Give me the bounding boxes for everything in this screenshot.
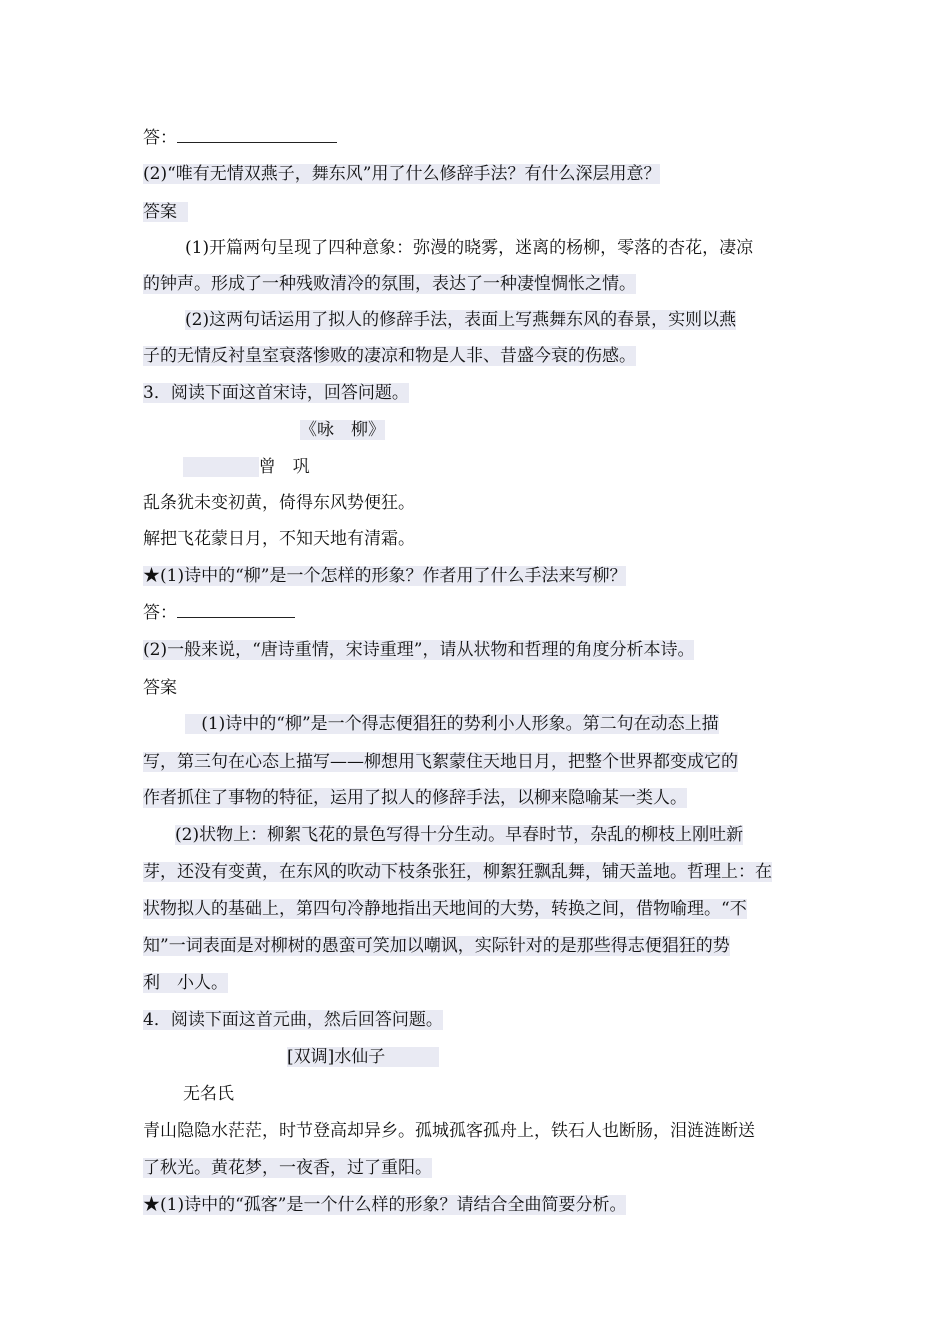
answer-para-4-cont4 — [143, 971, 228, 995]
question-3 — [143, 381, 409, 405]
text-line: 作者抓住了事物的特征，运用了拟人的修辞手法，以柳来隐喻某一类人。 — [143, 788, 687, 808]
poem-author — [183, 455, 310, 479]
text-line: (2)一般来说，“唐诗重情，宋诗重理”，请从状物和哲理的角度分析本诗。 — [143, 640, 695, 660]
answer-para-1-cont — [143, 272, 636, 296]
answer-blank-1[interactable] — [177, 128, 337, 143]
answer-heading-2 — [143, 676, 177, 700]
text-line: (1)开篇两句呈现了四种意象：弥漫的晓雾，迷离的杨柳，零落的杏花，凄凉 — [185, 238, 754, 258]
text-line: [双调]水仙子 — [287, 1047, 386, 1067]
answer-line-2 — [143, 601, 295, 625]
answer-para-4-cont2 — [143, 897, 747, 921]
answer-para-3-cont2 — [143, 786, 687, 810]
answer-para-2-cont — [143, 344, 636, 368]
question-3-1 — [143, 564, 626, 588]
answer-para-2 — [185, 308, 736, 332]
text-line: 答案 — [143, 678, 177, 698]
text-line: (2)这两句话运用了拟人的修辞手法，表面上写燕舞东风的春景，实则以燕 — [185, 310, 737, 330]
text-line: 知”一词表面是对柳树的愚蛮可笑加以嘲讽，实际针对的是那些得志便猖狂的势 — [143, 936, 730, 956]
text-line: 《咏 柳》 — [300, 420, 385, 440]
text-line: 写，第三句在心态上描写——柳想用飞絮蒙住天地日月，把整个世界都变成它的 — [143, 752, 738, 772]
answer-para-4-cont3 — [143, 934, 730, 958]
question-4 — [143, 1008, 443, 1032]
poem-line-2 — [143, 527, 415, 551]
text-line: (2)状物上：柳絮飞花的景色写得十分生动。早春时节，杂乱的柳枝上刚吐新 — [175, 825, 744, 845]
text-line: 无名氏 — [183, 1084, 234, 1104]
question-2-2 — [143, 162, 660, 186]
poem-line-1 — [143, 491, 415, 515]
answer-para-4 — [175, 823, 743, 847]
text-line: 解把飞花蒙日月，不知天地有清霜。 — [143, 529, 415, 549]
answer-para-1 — [185, 236, 753, 260]
text-line: ★(1)诗中的“柳”是一个怎样的形象？作者用了什么手法来写柳？ — [143, 566, 627, 586]
text-line: 4．阅读下面这首元曲，然后回答问题。 — [143, 1010, 443, 1030]
text-line: 的钟声。形成了一种残败清冷的氛围，表达了一种凄惶惆怅之情。 — [143, 274, 636, 294]
answer-para-4-cont1 — [143, 860, 772, 884]
answer-line-1 — [143, 126, 337, 150]
text-line: 青山隐隐水茫茫，时节登高却异乡。孤城孤客孤舟上，铁石人也断肠，泪涟涟断送 — [143, 1121, 755, 1141]
text-line: 3．阅读下面这首宋诗，回答问题。 — [143, 383, 409, 403]
question-4-1 — [143, 1193, 626, 1217]
text-line: ★(1)诗中的“孤客”是一个什么样的形象？请结合全曲简要分析。 — [143, 1195, 627, 1215]
text-line: 利 小人。 — [143, 973, 228, 993]
poem-title — [300, 418, 385, 442]
text-line: 状物拟人的基础上，第四句冷静地指出天地间的大势，转换之间，借物喻理。“不 — [143, 899, 747, 919]
qu-line-2 — [143, 1156, 432, 1180]
answer-para-3 — [185, 712, 719, 736]
answer-label: 答： — [143, 603, 177, 623]
text-line: 芽，还没有变黄，在东风的吹动下枝条张狂，柳絮狂飘乱舞，铺天盖地。哲理上：在 — [143, 862, 772, 882]
text-line: (2)“唯有无情双燕子，舞东风”用了什么修辞手法？有什么深层用意？ — [143, 164, 661, 184]
qu-author — [183, 1082, 234, 1106]
text-line: 乱条犹未变初黄，倚得东风势便狂。 — [143, 493, 415, 513]
answer-para-3-cont1 — [143, 750, 738, 774]
text-line: 子的无情反衬皇室衰落惨败的凄凉和物是人非、昔盛今衰的伤感。 — [143, 346, 636, 366]
qu-line-1 — [143, 1119, 755, 1143]
qu-title — [287, 1045, 439, 1069]
answer-blank-2[interactable] — [177, 603, 295, 618]
text-line: (1)诗中的“柳”是一个得志便猖狂的势利小人形象。第二句在动态上描 — [201, 714, 719, 734]
text-line: 答案 — [143, 202, 177, 222]
answer-heading-1 — [143, 200, 188, 224]
text-line: 曾 巩 — [258, 457, 310, 477]
question-3-2 — [143, 638, 694, 662]
answer-label: 答： — [143, 128, 177, 148]
text-line: 了秋光。黄花梦，一夜香，过了重阳。 — [143, 1158, 432, 1178]
